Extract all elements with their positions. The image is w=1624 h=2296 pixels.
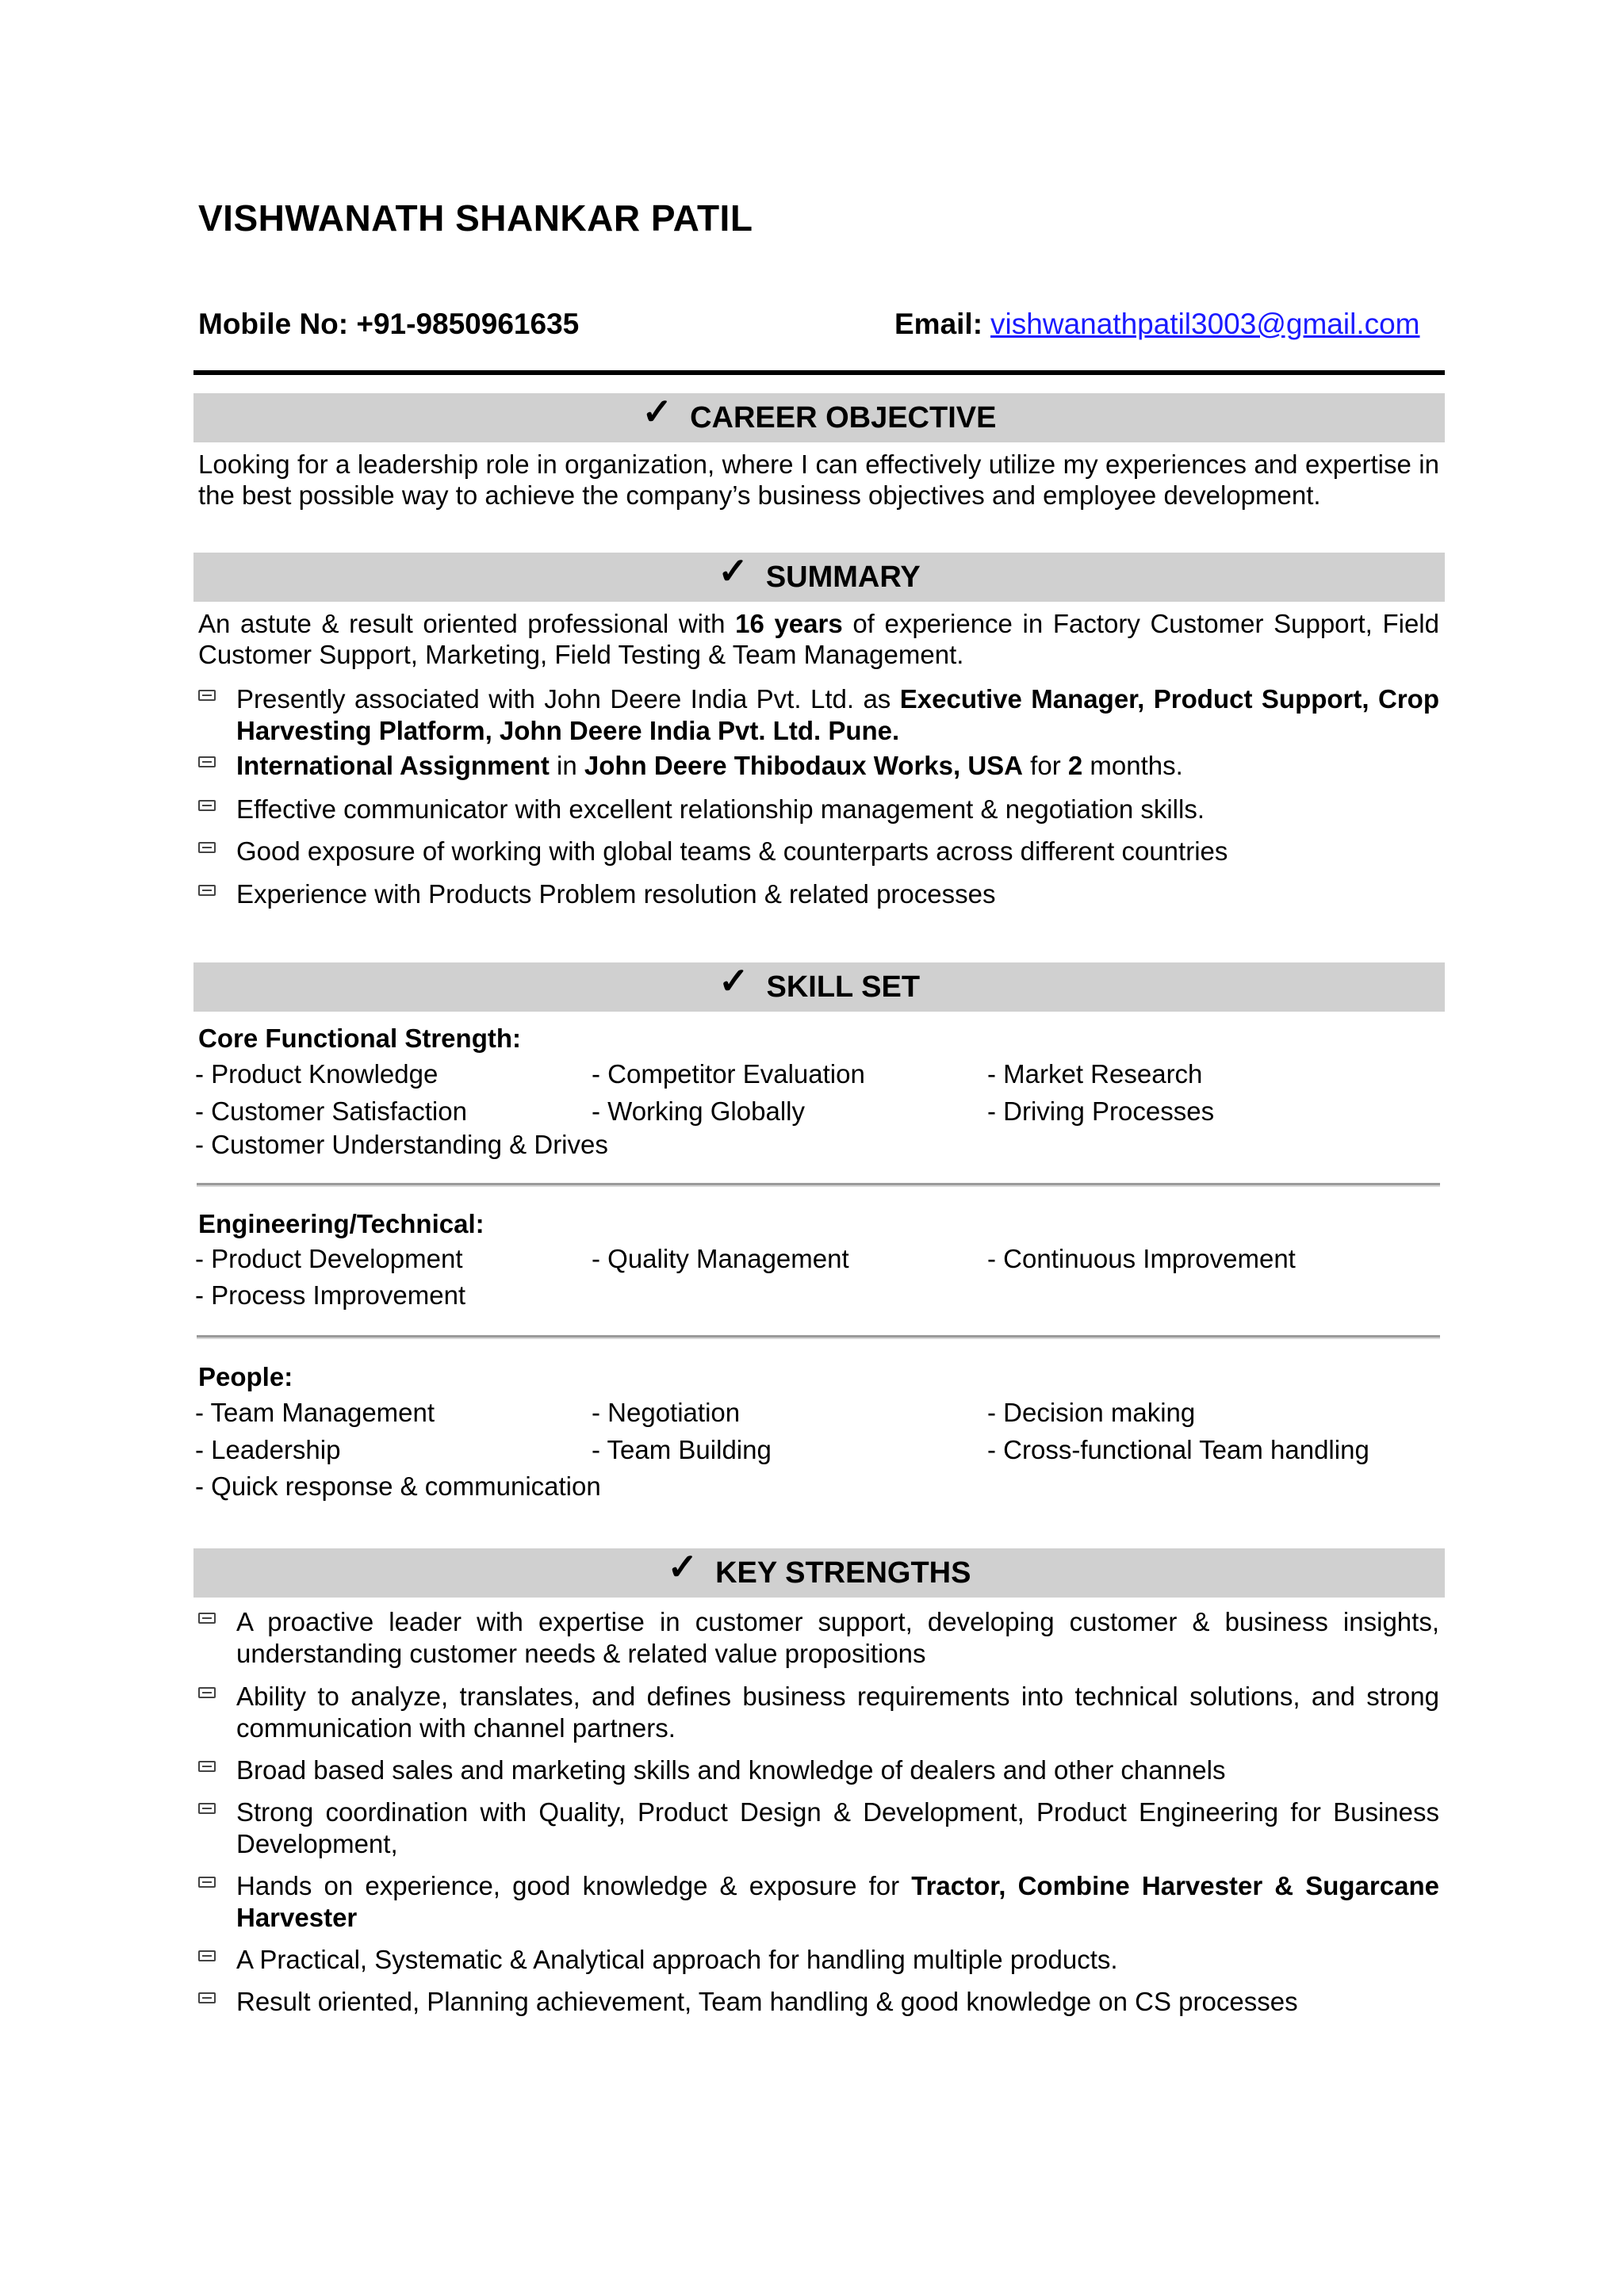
checkmark-icon: ✓ — [718, 550, 749, 591]
skill-item: - Team Building — [592, 1435, 772, 1464]
skill-item: - Continuous Improvement — [987, 1244, 1296, 1273]
list-item-text: Strong coordination with Quality, Product Design & Development, Product Engineering for Business Development, — [236, 1797, 1439, 1858]
bullet-icon — [198, 1613, 216, 1624]
bullet-icon — [198, 1687, 216, 1698]
list-item-text: International Assignment in John Deere Thibodaux Works, USA for 2 months. — [236, 751, 1183, 780]
bullet-icon — [198, 842, 216, 853]
list-item-text: Hands on experience, good knowledge & exposure for Tractor, Combine Harvester & Sugarcane Harvester — [236, 1871, 1439, 1932]
list-item-text: A Practical, Systematic & Analytical approach for handling multiple products. — [236, 1945, 1118, 1974]
skill-item: - Process Improvement — [195, 1280, 466, 1310]
section-title: CAREER OBJECTIVE — [690, 400, 997, 434]
candidate-name: VISHWANATH SHANKAR PATIL — [198, 197, 753, 239]
section-title: KEY STRENGTHS — [715, 1556, 971, 1590]
email-label: Email: — [894, 308, 983, 340]
bullet-icon — [198, 800, 216, 811]
skill-item: - Market Research — [987, 1059, 1203, 1089]
list-item-text: A proactive leader with expertise in customer support, developing customer & business insights, understanding customer needs & related value propositions — [236, 1607, 1439, 1668]
career-objective-text: Looking for a leadership role in organization, where I can effectively utilize my experiences and expertise in the best possible way to achieve the company’s business objectives and employee development. — [198, 450, 1439, 510]
skill-item: - Driving Processes — [987, 1096, 1215, 1126]
skill-item: - Customer Satisfaction — [195, 1096, 467, 1126]
list-item-text: Presently associated with John Deere India Pvt. Ltd. as Executive Manager, Product Support, Crop Harvesting Platform, John Deere India Pvt. Ltd. Pune. — [236, 684, 1439, 745]
bullet-icon — [198, 690, 216, 701]
engineering-title: Engineering/Technical: — [198, 1209, 485, 1238]
list-item-text: Ability to analyze, translates, and defines business requirements into technical solutions, and strong communication with channel partners. — [236, 1682, 1439, 1743]
skill-item: - Product Knowledge — [195, 1059, 439, 1089]
skill-divider — [197, 1183, 1440, 1187]
skill-item: - Negotiation — [592, 1398, 741, 1427]
skill-item: - Product Development — [195, 1244, 463, 1273]
header-divider — [193, 370, 1445, 375]
skill-item: - Quality Management — [592, 1244, 849, 1273]
bullet-icon — [198, 1761, 216, 1772]
section-header-key-strengths — [193, 1548, 1445, 1598]
mobile-number: Mobile No: +91-9850961635 — [198, 308, 580, 340]
summary-intro — [198, 608, 1439, 670]
checkmark-icon: ✓ — [642, 391, 673, 432]
list-item-text: Good exposure of working with global teams & counterparts across different countries — [236, 836, 1228, 866]
skill-item: - Customer Understanding & Drives — [195, 1130, 608, 1159]
section-header-skill-set — [193, 962, 1445, 1012]
section-header-career-objective — [193, 393, 1445, 442]
people-title: People: — [198, 1362, 293, 1391]
bullet-icon — [198, 1803, 216, 1814]
list-item-text: Effective communicator with excellent relationship management & negotiation skills. — [236, 794, 1205, 824]
skill-divider — [197, 1335, 1440, 1339]
checkmark-icon: ✓ — [718, 960, 749, 1001]
bullet-icon — [198, 756, 216, 767]
skill-item: - Team Management — [195, 1398, 435, 1427]
bullet-icon — [198, 1877, 216, 1888]
core-strength-title: Core Functional Strength: — [198, 1024, 521, 1053]
skill-item: - Competitor Evaluation — [592, 1059, 865, 1089]
section-header-summary — [193, 550, 1445, 602]
skill-item: - Quick response & communication — [195, 1471, 601, 1501]
email-block — [894, 308, 1420, 341]
skill-item: - Leadership — [195, 1435, 341, 1464]
bullet-icon — [198, 885, 216, 896]
skill-item: - Decision making — [987, 1398, 1196, 1427]
summary-intro-text: of experience in Factory Customer Support, Field Customer Support, Marketing, Field Testing & Team Management. — [198, 609, 1439, 669]
summary-years: 16 years — [735, 609, 843, 638]
list-item-text: Result oriented, Planning achievement, Team handling & good knowledge on CS processes — [236, 1987, 1298, 2016]
bullet-icon — [198, 1992, 216, 2003]
list-item-text: Experience with Products Problem resolution & related processes — [236, 879, 996, 909]
contact-line — [198, 308, 1435, 344]
skill-item: - Cross-functional Team handling — [987, 1435, 1369, 1464]
summary-intro-text: An astute & result oriented professional with — [198, 609, 736, 638]
bullet-icon — [198, 1950, 216, 1961]
email-link[interactable]: vishwanathpatil3003@gmail.com — [990, 308, 1420, 340]
skill-item: - Working Globally — [592, 1096, 805, 1126]
checkmark-icon: ✓ — [667, 1546, 699, 1587]
section-title: SKILL SET — [766, 970, 921, 1004]
section-title: SUMMARY — [765, 560, 921, 594]
list-item-text: Broad based sales and marketing skills and knowledge of dealers and other channels — [236, 1755, 1226, 1785]
